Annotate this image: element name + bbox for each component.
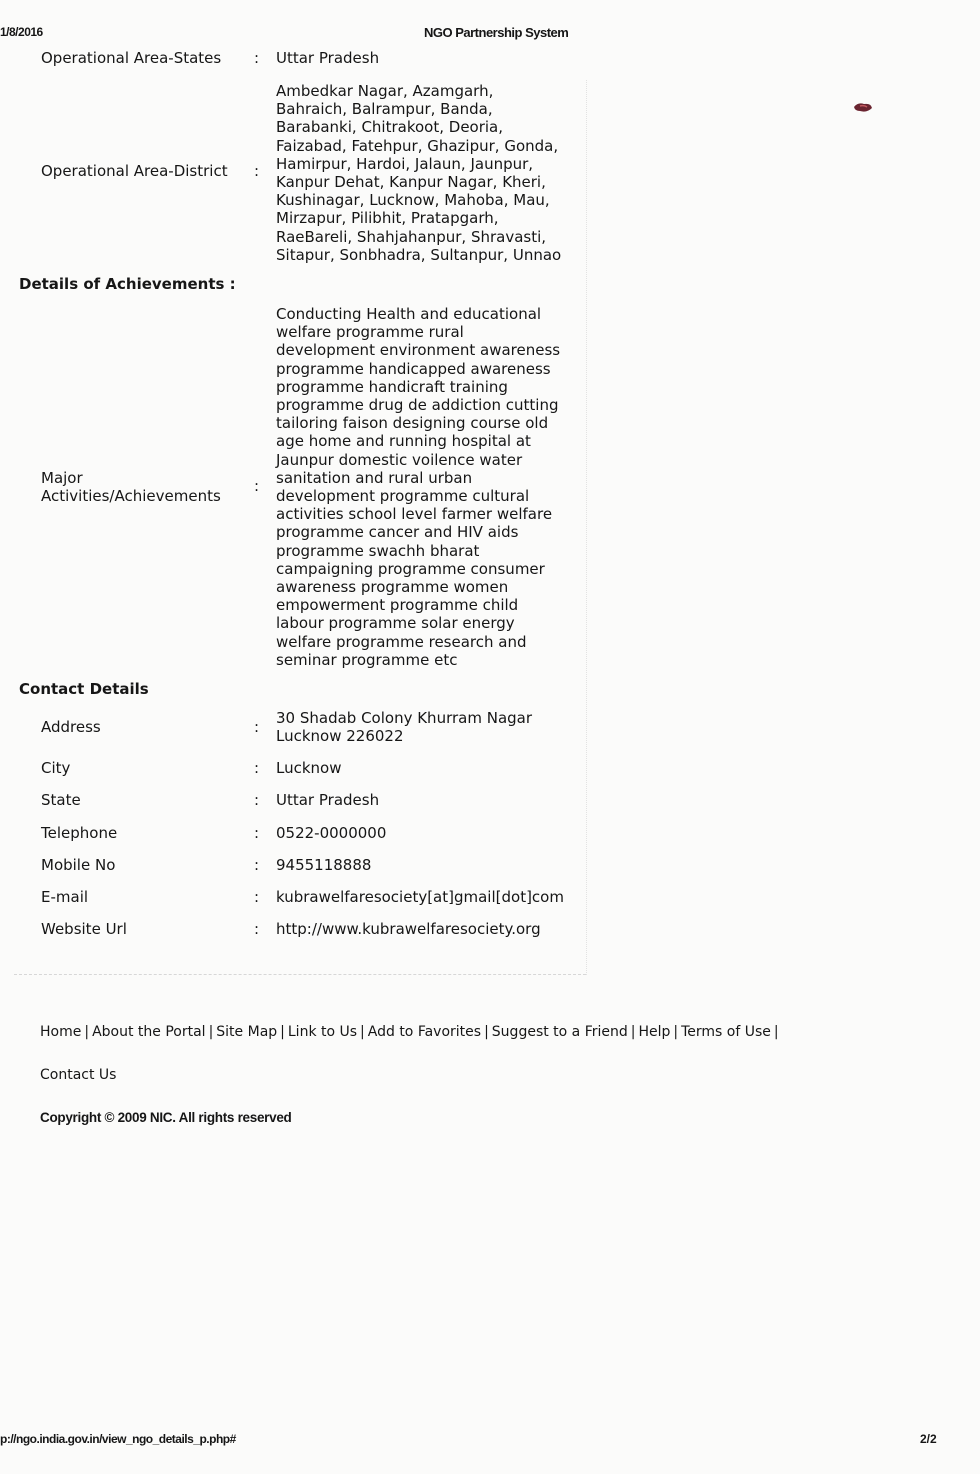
website-value[interactable]: http://www.kubrawelfaresociety.org (276, 920, 541, 938)
footer-link-suggest[interactable]: Suggest to a Friend (491, 1024, 628, 1040)
achievement-line: labour programme solar energy (276, 614, 515, 633)
address-line: Lucknow 226022 (276, 727, 404, 746)
achievements-heading: Details of Achievements : (19, 275, 236, 293)
mobile-colon: : (254, 856, 260, 874)
content-border (586, 80, 587, 975)
city-colon: : (254, 759, 260, 777)
achievement-line: development environment awareness (276, 341, 561, 360)
footer-link-sitemap[interactable]: Site Map (216, 1024, 278, 1040)
city-label: City (41, 759, 71, 777)
achievement-line: awareness programme women (276, 578, 509, 597)
scan-speck (852, 100, 874, 114)
achievement-line: activities school level farmer welfare (276, 505, 553, 524)
achievements-value (276, 305, 586, 669)
achievement-line: age home and running hospital at (276, 432, 531, 451)
achievement-line: Conducting Health and educational (276, 305, 542, 323)
achievements-label-line: Activities/Achievements (41, 487, 221, 506)
district-line: Hamirpur, Hardoi, Jalaun, Jaunpur, (276, 154, 534, 173)
footer-separator: | (484, 1024, 489, 1040)
district-line: Kushinagar, Lucknow, Mahoba, Mau, (276, 191, 550, 210)
district-line: Mirzapur, Pilibhit, Pratapgarh, (276, 209, 499, 228)
print-page-title: NGO Partnership System (424, 25, 569, 40)
achievement-line: programme swachh bharat (276, 541, 480, 560)
address-line: 30 Shadab Colony Khurram Nagar (276, 709, 533, 727)
achievement-line: welfare programme research and (276, 632, 527, 651)
state-value: Uttar Pradesh (276, 791, 380, 809)
states-value: Uttar Pradesh (276, 49, 380, 67)
website-colon: : (254, 920, 260, 938)
footer-separator: | (280, 1024, 285, 1040)
achievement-line: programme handicraft training (276, 377, 508, 396)
achievement-line: programme drug de addiction cutting (276, 396, 559, 415)
address-label: Address (41, 718, 101, 736)
mobile-value: 9455118888 (276, 856, 372, 874)
achievement-line: seminar programme etc (276, 650, 458, 669)
city-value: Lucknow (276, 759, 342, 777)
district-line: Ambedkar Nagar, Azamgarh, (276, 82, 494, 100)
address-colon: : (254, 718, 260, 736)
states-label: Operational Area-States (41, 49, 222, 67)
footer-separator: | (360, 1024, 365, 1040)
achievement-line: programme cancer and HIV aids (276, 523, 519, 542)
footer-link-home[interactable]: Home (40, 1024, 82, 1040)
achievements-label (41, 469, 251, 505)
telephone-colon: : (254, 824, 260, 842)
telephone-value: 0522-0000000 (276, 824, 387, 842)
footer-separator: | (84, 1024, 90, 1040)
district-colon: : (254, 162, 260, 180)
achievement-line: campaigning programme consumer (276, 559, 545, 578)
print-page-number: 2/2 (920, 1432, 937, 1446)
district-line: Bahraich, Balrampur, Banda, (276, 100, 493, 119)
achievements-colon: : (254, 477, 260, 495)
district-line: Sitapur, Sonbhadra, Sultanpur, Unnao (276, 245, 562, 264)
footer-link-help[interactable]: Help (638, 1024, 671, 1040)
footer-link-favorites[interactable]: Add to Favorites (367, 1024, 482, 1040)
footer-nav (40, 1023, 782, 1041)
contact-heading: Contact Details (19, 680, 149, 698)
states-colon: : (254, 49, 260, 67)
email-value: kubrawelfaresociety[at]gmail[dot]com (276, 888, 564, 906)
district-label: Operational Area-District (41, 162, 228, 180)
footer-link-link-to-us[interactable]: Link to Us (287, 1024, 358, 1040)
content-divider (14, 974, 586, 975)
footer-separator: | (773, 1024, 779, 1040)
achievement-line: sanitation and rural urban (276, 468, 473, 487)
district-value (276, 82, 586, 264)
achievements-label-line: Major (41, 469, 83, 487)
achievement-line: welfare programme rural (276, 323, 464, 342)
footer-link-about[interactable]: About the Portal (92, 1024, 206, 1040)
print-date: 1/8/2016 (0, 25, 43, 39)
achievement-line: development programme cultural (276, 487, 530, 506)
achievement-line: empowerment programme child (276, 596, 519, 615)
achievement-line: tailoring faison designing course old (276, 414, 549, 433)
email-label: E-mail (41, 888, 89, 906)
footer-link-terms[interactable]: Terms of Use (681, 1024, 771, 1040)
state-colon: : (254, 791, 260, 809)
district-line: Kanpur Dehat, Kanpur Nagar, Kheri, (276, 173, 546, 192)
email-colon: : (254, 888, 260, 906)
print-url: p://ngo.india.gov.in/view_ngo_details_p.php# (0, 1432, 236, 1446)
state-label: State (41, 791, 81, 809)
copyright-text: Copyright © 2009 NIC. All rights reserved (40, 1110, 292, 1125)
achievement-line: programme handicapped awareness (276, 359, 551, 378)
website-label: Website Url (41, 920, 127, 938)
district-line: RaeBareli, Shahjahanpur, Shravasti, (276, 227, 547, 246)
district-line: Faizabad, Fatehpur, Ghazipur, Gonda, (276, 136, 559, 155)
telephone-label: Telephone (41, 824, 118, 842)
address-value (276, 709, 586, 745)
footer-separator: | (630, 1024, 636, 1040)
mobile-label: Mobile No (41, 856, 116, 874)
district-line: Barabanki, Chitrakoot, Deoria, (276, 118, 504, 137)
footer-separator: | (673, 1024, 679, 1040)
achievement-line: Jaunpur domestic voilence water (276, 450, 523, 469)
footer-separator: | (208, 1024, 214, 1040)
footer-link-contact-us[interactable]: Contact Us (40, 1067, 117, 1083)
